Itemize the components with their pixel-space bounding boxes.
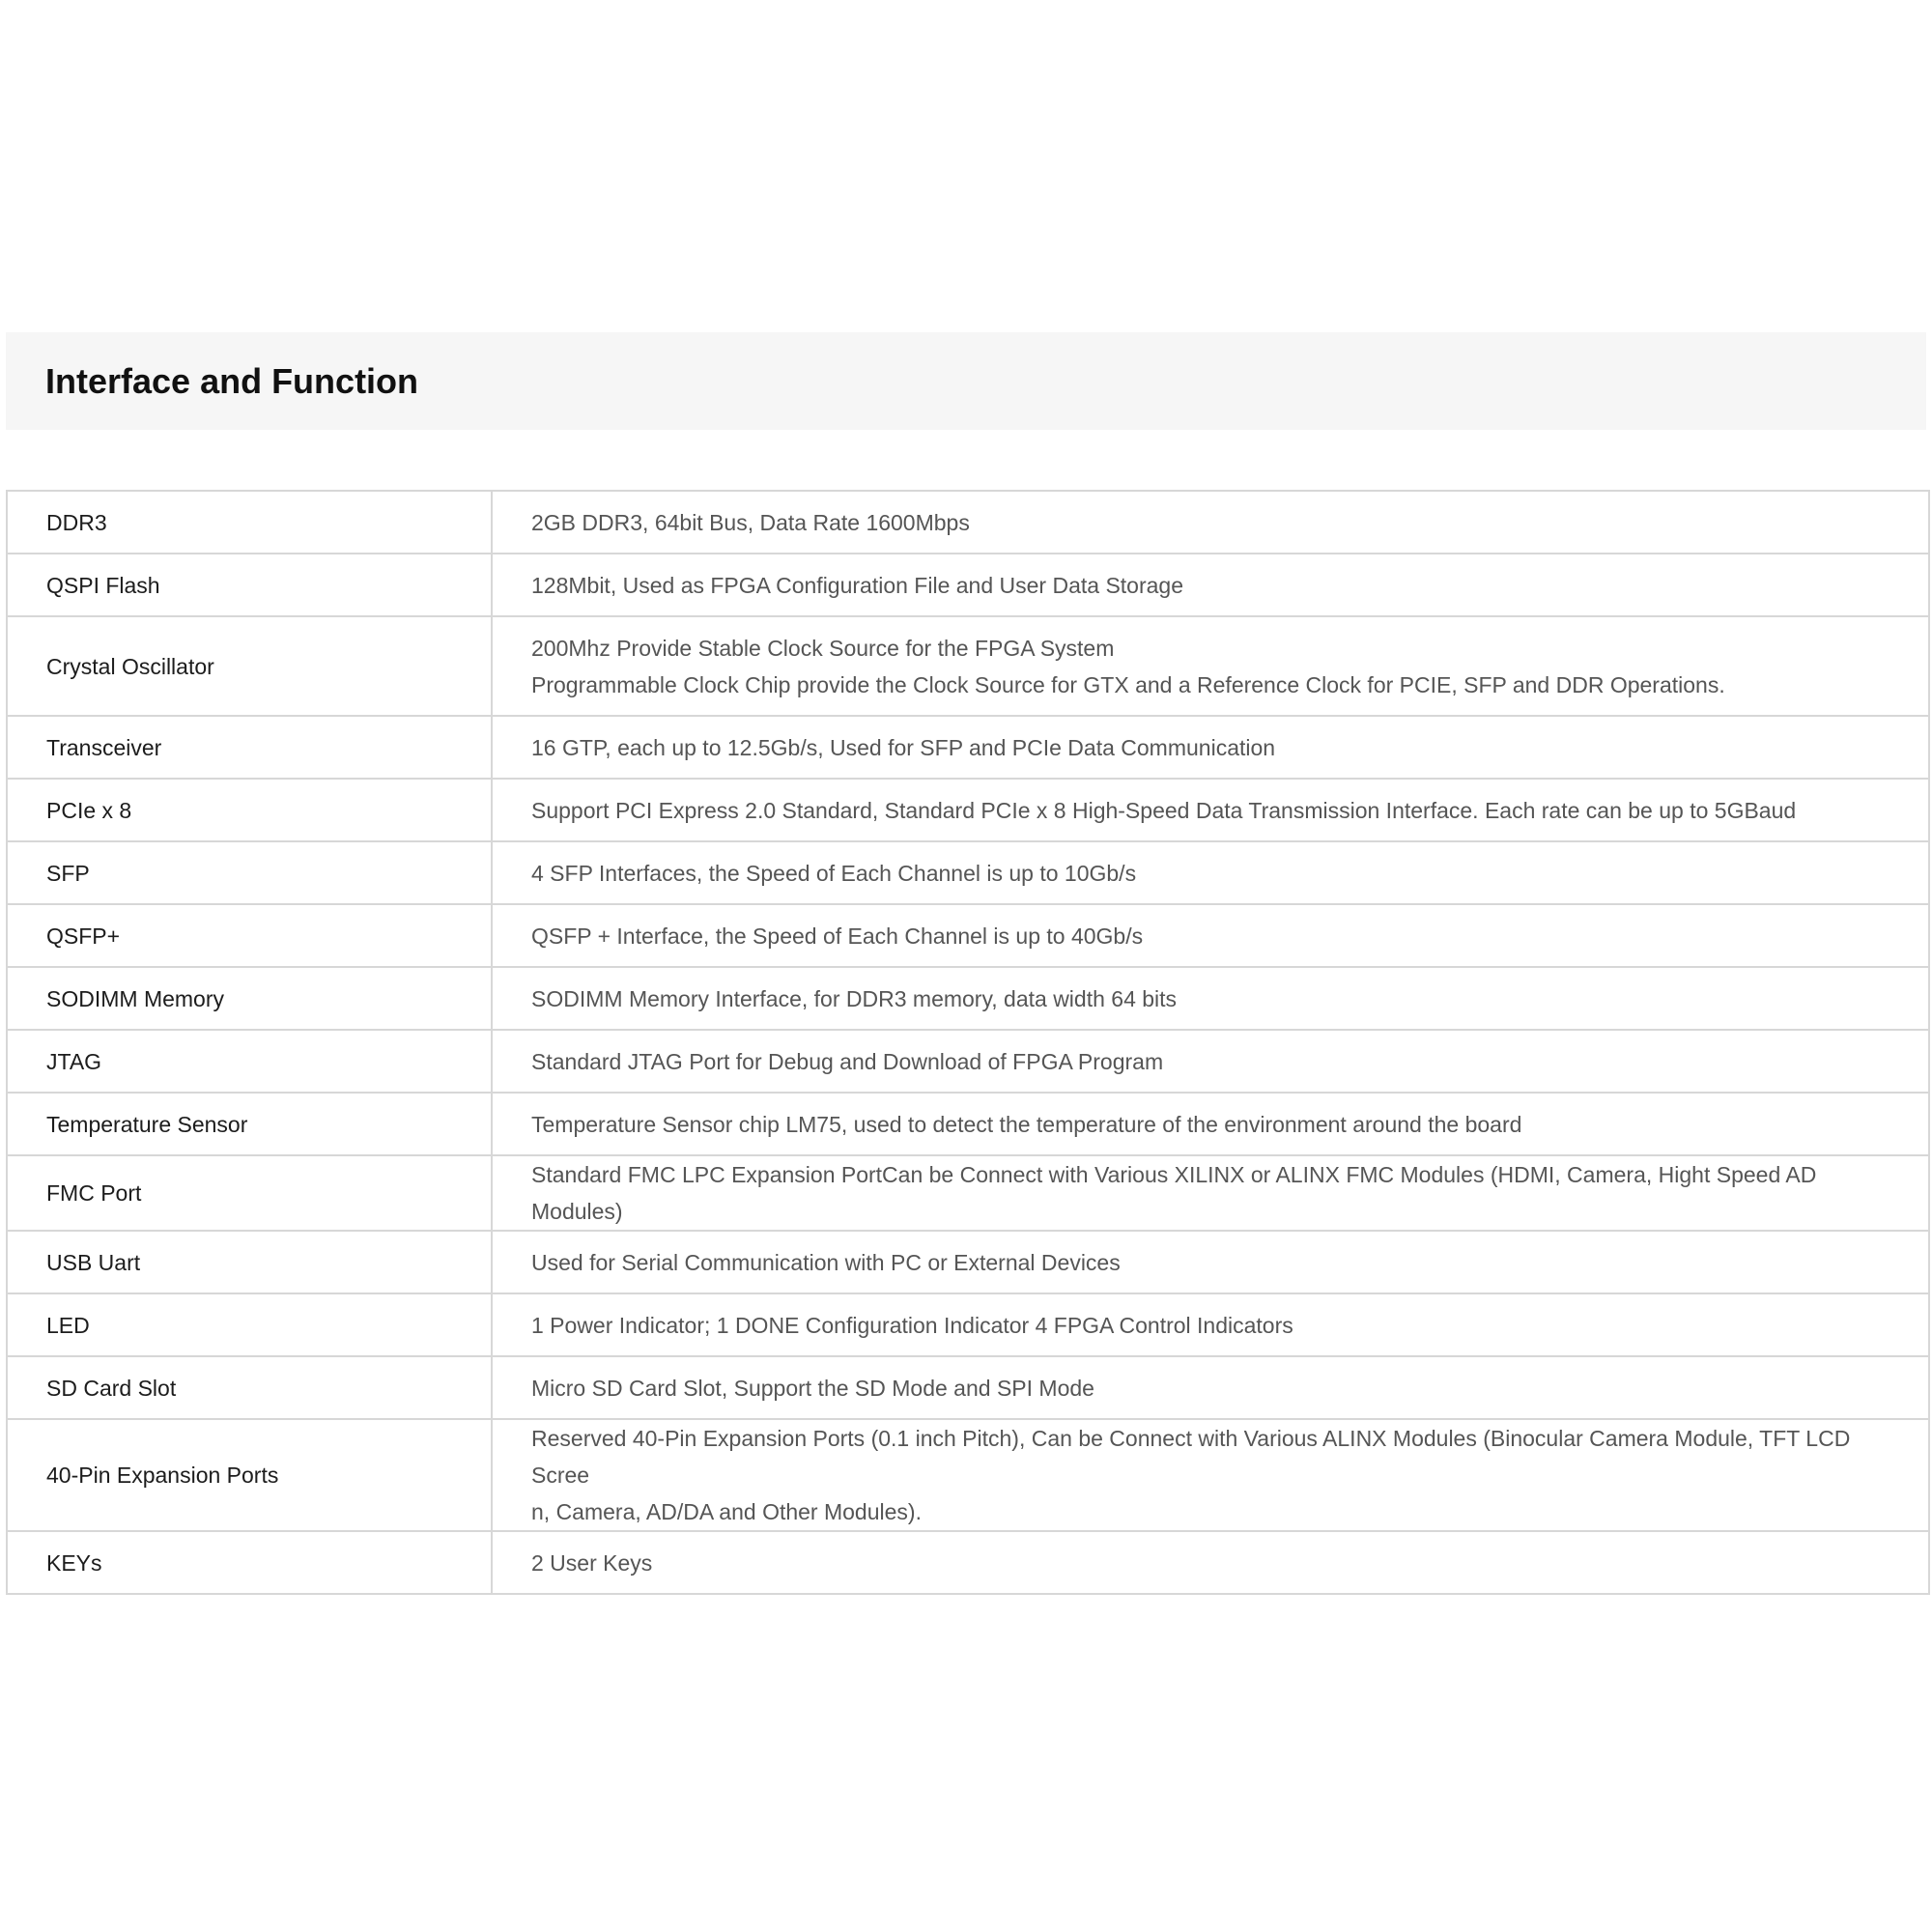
- row-value: [492, 554, 1929, 616]
- row-value-line: QSFP + Interface, the Speed of Each Channel is up to 40Gb/s: [531, 923, 1144, 949]
- row-value: [492, 1093, 1929, 1155]
- row-value: [492, 1155, 1929, 1231]
- row-value: [492, 967, 1929, 1030]
- row-label: QSFP+: [7, 904, 492, 967]
- table-row: [7, 1231, 1929, 1293]
- row-label: QSPI Flash: [7, 554, 492, 616]
- row-label: KEYs: [7, 1531, 492, 1594]
- row-value: [492, 1531, 1929, 1594]
- row-label: JTAG: [7, 1030, 492, 1093]
- row-value-line: 4 SFP Interfaces, the Speed of Each Channel is up to 10Gb/s: [531, 860, 1137, 886]
- row-value-line: 2 User Keys: [531, 1549, 653, 1576]
- table-row: [7, 491, 1929, 554]
- spec-table: [6, 490, 1930, 1595]
- table-row: [7, 716, 1929, 779]
- row-label: USB Uart: [7, 1231, 492, 1293]
- table-row: [7, 616, 1929, 716]
- section-header: [6, 332, 1926, 430]
- row-value-line: SODIMM Memory Interface, for DDR3 memory, data width 64 bits: [531, 985, 1178, 1011]
- row-label: Transceiver: [7, 716, 492, 779]
- row-value-line: Programmable Clock Chip provide the Clock Source for GTX and a Reference Clock for PCIE, SFP and DDR Operations.: [531, 671, 1725, 697]
- row-value-line: n, Camera, AD/DA and Other Modules).: [531, 1499, 922, 1524]
- row-value: [492, 1419, 1929, 1531]
- row-value: [492, 1293, 1929, 1356]
- row-value-line: Reserved 40-Pin Expansion Ports (0.1 inch Pitch), Can be Connect with Various ALINX Modules (Binocular Camera Module, TFT LCD Scree: [531, 1426, 1851, 1488]
- table-row: [7, 1293, 1929, 1356]
- row-value: [492, 779, 1929, 841]
- table-row: [7, 1155, 1929, 1231]
- row-label: 40-Pin Expansion Ports: [7, 1419, 492, 1531]
- row-value-line: 1 Power Indicator; 1 DONE Configuration Indicator 4 FPGA Control Indicators: [531, 1312, 1293, 1338]
- table-row: [7, 967, 1929, 1030]
- row-value: [492, 1356, 1929, 1419]
- row-value: [492, 904, 1929, 967]
- row-value-line: Standard JTAG Port for Debug and Download of FPGA Program: [531, 1048, 1164, 1074]
- row-value: [492, 1030, 1929, 1093]
- row-value: [492, 491, 1929, 554]
- row-label: SODIMM Memory: [7, 967, 492, 1030]
- spec-table-body: [7, 491, 1929, 1594]
- table-row: [7, 554, 1929, 616]
- table-row: [7, 904, 1929, 967]
- row-label: Crystal Oscillator: [7, 616, 492, 716]
- row-value-line: 128Mbit, Used as FPGA Configuration File and User Data Storage: [531, 572, 1184, 598]
- table-row: [7, 1356, 1929, 1419]
- row-label: PCIe x 8: [7, 779, 492, 841]
- section-title: Interface and Function: [45, 361, 419, 401]
- row-label: FMC Port: [7, 1155, 492, 1231]
- row-value: [492, 716, 1929, 779]
- row-label: Temperature Sensor: [7, 1093, 492, 1155]
- row-value-line: Support PCI Express 2.0 Standard, Standard PCIe x 8 High-Speed Data Transmission Interface. Each rate can be up to 5GBaud: [531, 797, 1797, 823]
- row-value-line: 16 GTP, each up to 12.5Gb/s, Used for SFP and PCIe Data Communication: [531, 734, 1276, 760]
- row-value-line: Micro SD Card Slot, Support the SD Mode and SPI Mode: [531, 1375, 1094, 1401]
- row-value-line: 200Mhz Provide Stable Clock Source for the FPGA System: [531, 635, 1115, 661]
- table-row: [7, 841, 1929, 904]
- row-label: DDR3: [7, 491, 492, 554]
- row-value-line: Temperature Sensor chip LM75, used to detect the temperature of the environment around the board: [531, 1111, 1522, 1137]
- row-value: [492, 841, 1929, 904]
- row-label: LED: [7, 1293, 492, 1356]
- row-label: SFP: [7, 841, 492, 904]
- table-row: [7, 1093, 1929, 1155]
- row-label: SD Card Slot: [7, 1356, 492, 1419]
- table-row: [7, 1531, 1929, 1594]
- row-value-line: Used for Serial Communication with PC or External Devices: [531, 1249, 1121, 1275]
- row-value-line: Standard FMC LPC Expansion PortCan be Connect with Various XILINX or ALINX FMC Modules (HDMI, Camera, Hight Speed AD Modules): [531, 1162, 1817, 1224]
- row-value-line: 2GB DDR3, 64bit Bus, Data Rate 1600Mbps: [531, 509, 970, 535]
- row-value: [492, 1231, 1929, 1293]
- table-row: [7, 1419, 1929, 1531]
- table-row: [7, 779, 1929, 841]
- row-value: [492, 616, 1929, 716]
- table-row: [7, 1030, 1929, 1093]
